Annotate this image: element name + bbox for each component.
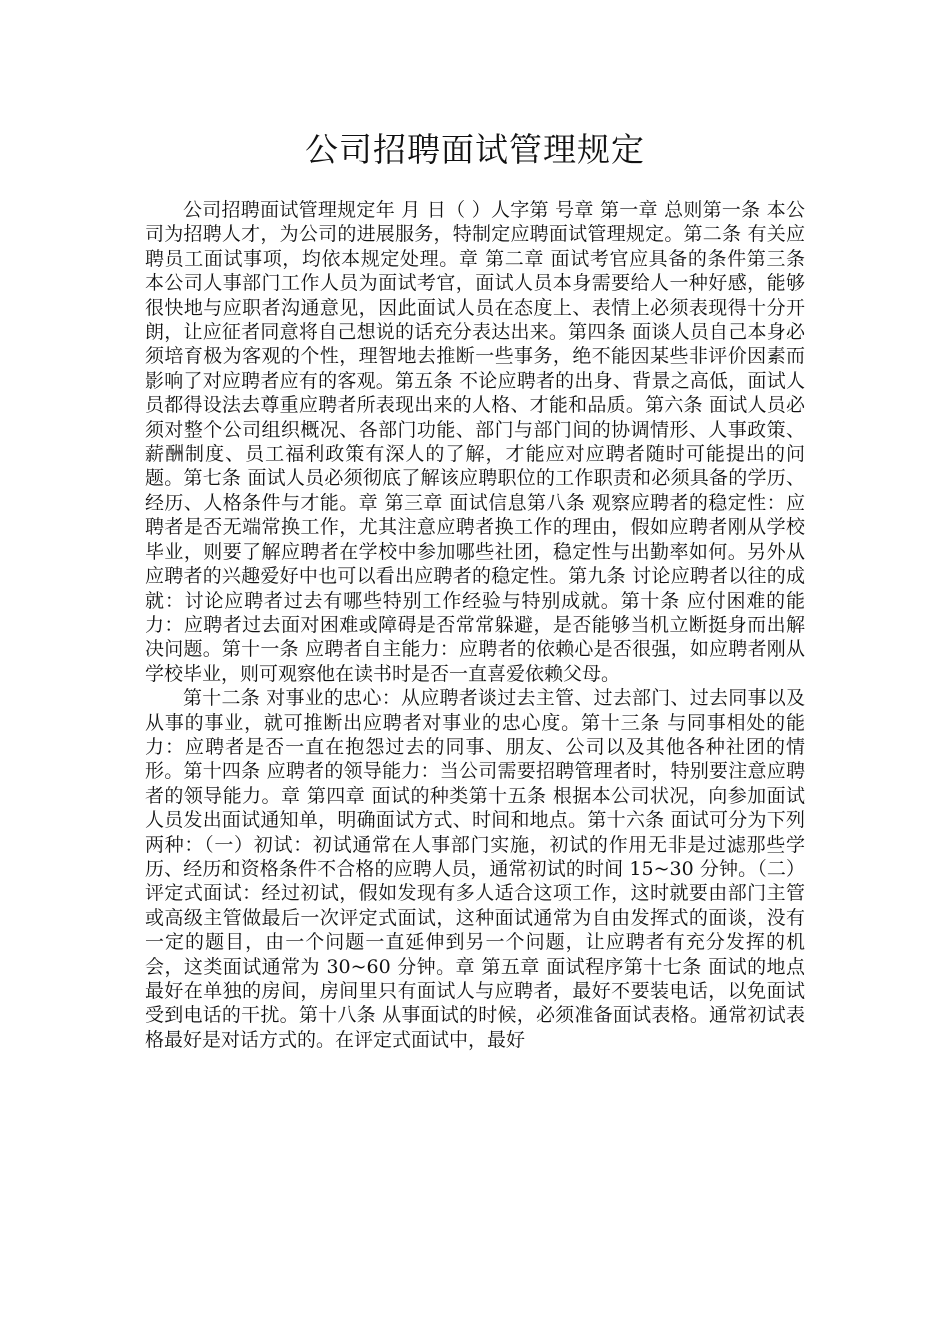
paragraph-1: 公司招聘面试管理规定年 月 日（ ）人字第 号章 第一章 总则第一条 本公司为招聘人才，为公司的进展服务，特制定应聘面试管理规定。第二条 有关应聘员工面试事项，均依本规定处理。章 第二章 面试考官应具备的条件第三条 本公司人事部门工作人员为面试考官，面试人员本身需要给人一种好感，能够很快地与应职者沟通意见，因此面试人员在态度上、表情上必须表现得十分开朗，让应征者同意将自己想说的话充分表达出来。第四条 面谈人员自己本身必须培育极为客观的个性，理智地去推断一些事务，绝不能因某些非评价因素而影响了对应聘者应有的客观。第五条 不论应聘者的出身、背景之高低，面试人员都得设法去尊重应聘者所表现出来的人格、才能和品质。第六条 面试人员必须对整个公司组织概况、各部门功能、部门与部门间的协调情形、人事政策、薪酬制度、员工福利政策有深人的了解，才能应对应聘者随时可能提出的问题。第七条 面试人员必须彻底了解该应聘职位的工作职责和必须具备的学历、经历、人格条件与才能。章 第三章 面试信息第八条 观察应聘者的稳定性：应聘者是否无端常换工作，尤其注意应聘者换工作的理由，假如应聘者刚从学校毕业，则要了解应聘者在学校中参加哪些社团，稳定性与出勤率如何。另外从应聘者的兴趣爱好中也可以看出应聘者的稳定性。第九条 讨论应聘者以往的成就：讨论应聘者过去有哪些特别工作经验与特别成就。第十条 应付困难的能力：应聘者过去面对困难或障碍是否常常躲避，是否能够当机立断挺身而出解决问题。第十一条 应聘者自主能力：应聘者的依赖心是否很强，如应聘者刚从学校毕业，则可观察他在读书时是否一直喜爱依赖父母。 bbox=[145, 199, 805, 685]
document-title: 公司招聘面试管理规定 bbox=[305, 130, 645, 169]
document-body bbox=[145, 198, 805, 1052]
paragraph-2: 第十二条 对事业的忠心：从应聘者谈过去主管、过去部门、过去同事以及从事的事业，就可推断出应聘者对事业的忠心度。第十三条 与同事相处的能力：应聘者是否一直在抱怨过去的同事、朋友、公司以及其他各种社团的情形。第十四条 应聘者的领导能力：当公司需要招聘管理者时，特别要注意应聘者的领导能力。章 第四章 面试的种类第十五条 根据本公司状况，向参加面试人员发出面试通知单，明确面试方式、时间和地点。第十六条 面试可分为下列两种：（一）初试：初试通常在人事部门实施，初试的作用无非是过滤那些学历、经历和资格条件不合格的应聘人员，通常初试的时间 15~30 分钟。（二）评定式面试：经过初试，假如发现有多人适合这项工作，这时就要由部门主管或高级主管做最后一次评定式面试，这种面试通常为自由发挥式的面谈，没有一定的题目，由一个问题一直延伸到另一个问题，让应聘者有充分发挥的机会，这类面试通常为 30~60 分钟。章 第五章 面试程序第十七条 面试的地点最好在单独的房间，房间里只有面试人与应聘者，最好不要装电话，以免面试受到电话的干扰。第十八条 从事面试的时候，必须准备面试表格。通常初试表格最好是对话方式的。在评定式面试中，最好 bbox=[145, 687, 805, 1051]
